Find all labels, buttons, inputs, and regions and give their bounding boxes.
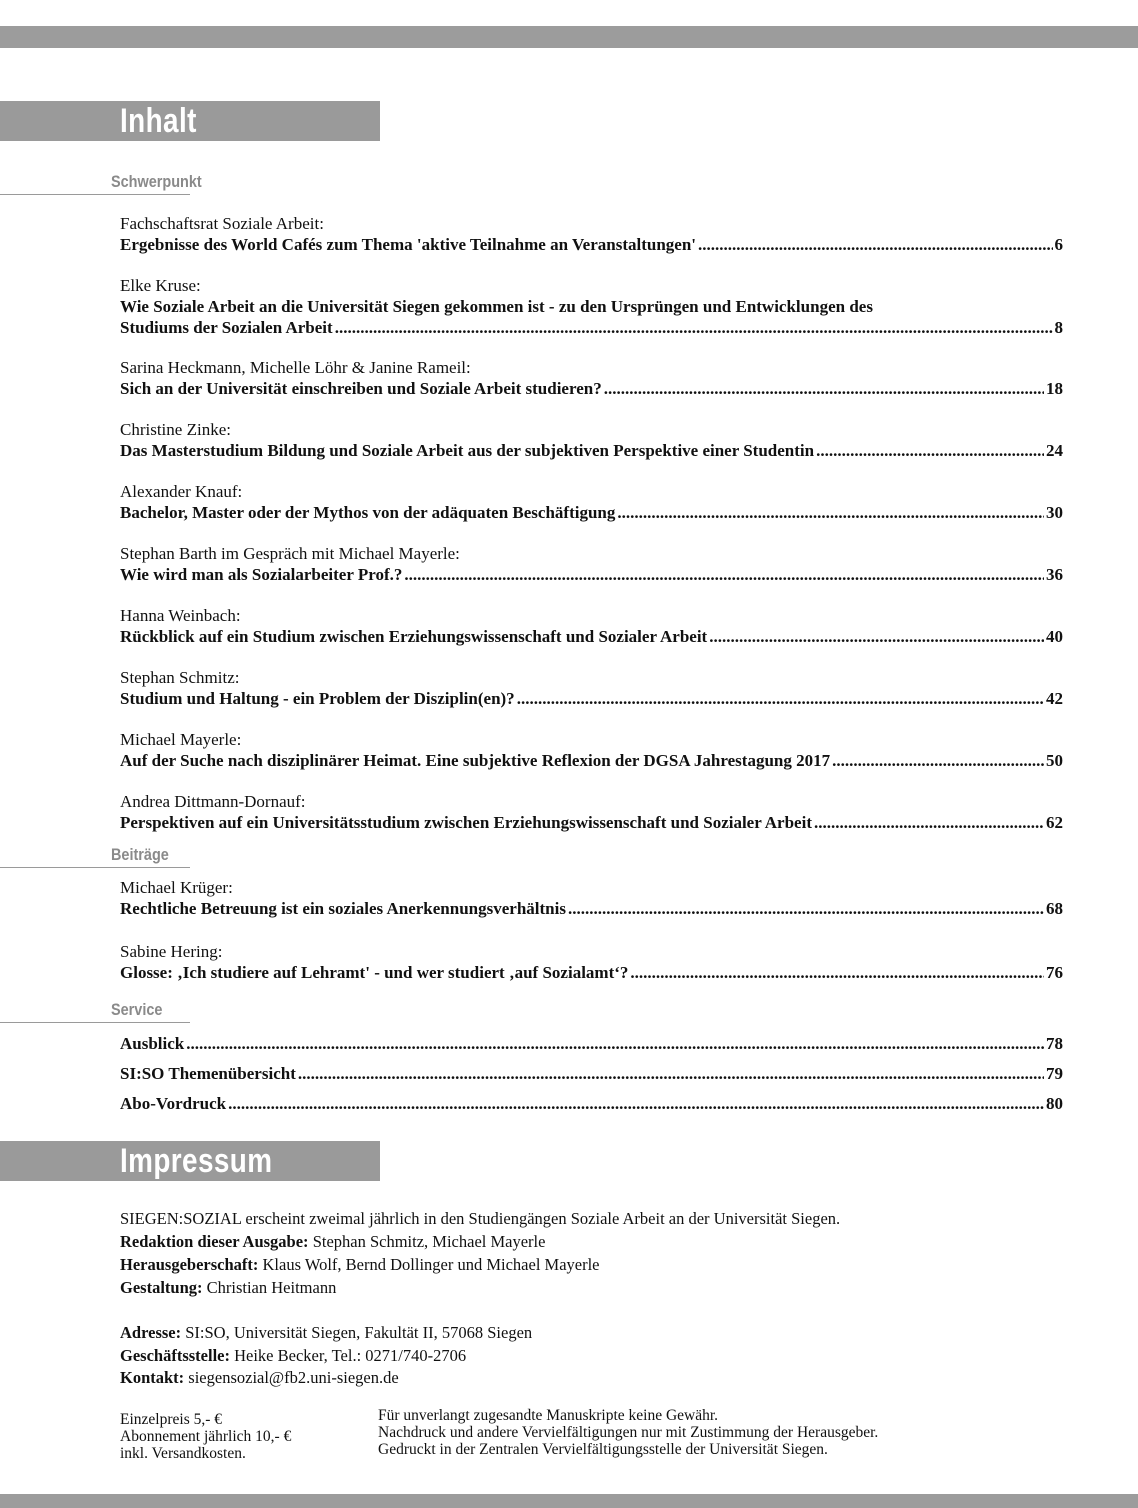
entry-page: 24	[1046, 441, 1063, 460]
legal-line: Nachdruck und andere Vervielfältigungen nur mit Zustimmung der Herausgeber.	[378, 1424, 879, 1441]
toc-entry[interactable]	[120, 667, 1063, 709]
toc-entry[interactable]	[120, 605, 1063, 647]
entry-page: 68	[1046, 899, 1063, 918]
entry-page: 18	[1046, 379, 1063, 398]
subhead-beitraege-label: Beiträge	[111, 845, 169, 864]
impressum-redaktion	[120, 1231, 545, 1253]
entry-title: Glosse: ‚Ich studiere auf Lehramt' - und wer studiert ‚auf Sozialamt‘?	[120, 963, 629, 982]
value: Stephan Schmitz, Michael Mayerle	[308, 1232, 546, 1251]
entry-page: 76	[1046, 963, 1063, 982]
label: Kontakt:	[120, 1368, 185, 1387]
leader-dots	[630, 962, 1044, 983]
leader-dots	[604, 378, 1044, 399]
entry-author: Christine Zinke:	[120, 420, 231, 439]
toc-entry[interactable]	[120, 1033, 1063, 1054]
entry-page: 78	[1046, 1034, 1063, 1053]
price-line: inkl. Versandkosten.	[120, 1445, 246, 1462]
leader-dots	[404, 564, 1044, 585]
toc-entry[interactable]	[120, 543, 1063, 585]
label: Herausgeberschaft:	[120, 1255, 259, 1274]
impressum-herausgeber	[120, 1254, 600, 1276]
subhead-beitraege	[0, 845, 190, 868]
entry-page: 6	[1054, 235, 1063, 254]
entry-page: 50	[1046, 751, 1063, 770]
subhead-schwerpunkt	[0, 172, 202, 195]
toc-entry[interactable]	[120, 791, 1063, 833]
label: Adresse:	[120, 1323, 182, 1342]
entry-title: Wie wird man als Sozialarbeiter Prof.?	[120, 565, 403, 584]
toc-entry[interactable]	[120, 213, 1063, 255]
entry-author: Sabine Hering:	[120, 942, 223, 961]
leader-dots	[517, 688, 1044, 709]
entry-author: Sarina Heckmann, Michelle Löhr & Janine Rameil:	[120, 358, 471, 377]
toc-entry[interactable]	[120, 941, 1063, 983]
legal-line: Gedruckt in der Zentralen Vervielfältigungsstelle der Universität Siegen.	[378, 1441, 828, 1458]
impressum-geschaeftsstelle	[120, 1345, 466, 1367]
subhead-service-label: Service	[111, 1000, 163, 1019]
toc-entry[interactable]	[120, 1093, 1063, 1114]
entry-author: Alexander Knauf:	[120, 482, 243, 501]
entry-page: 80	[1046, 1094, 1063, 1113]
leader-dots	[186, 1033, 1044, 1054]
leader-dots	[568, 898, 1044, 919]
price-line: Einzelpreis 5,- €	[120, 1411, 223, 1428]
entry-page: 36	[1046, 565, 1063, 584]
price-block	[120, 1411, 291, 1462]
entry-title: Rechtliche Betreuung ist ein soziales Anerkennungsverhältnis	[120, 899, 566, 918]
toc-entry[interactable]	[120, 275, 1063, 338]
entry-title: Auf der Suche nach disziplinärer Heimat. Eine subjektive Reflexion der DGSA Jahrestagung 2017	[120, 751, 831, 770]
toc-entry[interactable]	[120, 1063, 1063, 1084]
value: Klaus Wolf, Bernd Dollinger und Michael Mayerle	[258, 1255, 600, 1274]
entry-title: Das Masterstudium Bildung und Soziale Arbeit aus der subjektiven Perspektive einer Studentin	[120, 441, 815, 460]
impressum-intro: SIEGEN:SOZIAL erscheint zweimal jährlich in den Studiengängen Soziale Arbeit an der Universität Siegen.	[120, 1209, 841, 1228]
label: Gestaltung:	[120, 1278, 203, 1297]
value: Heike Becker, Tel.: 0271/740-2706	[229, 1346, 467, 1365]
value: SI:SO, Universität Siegen, Fakultät II, 57068 Siegen	[181, 1323, 533, 1342]
toc-entry[interactable]	[120, 729, 1063, 771]
impressum-band	[0, 1141, 380, 1181]
value: Christian Heitmann	[202, 1278, 337, 1297]
entry-title: Perspektiven auf ein Universitätsstudium zwischen Erziehungswissenschaft und Sozialer Arbeit	[120, 813, 812, 832]
entry-title: Ergebnisse des World Cafés zum Thema 'aktive Teilnahme an Veranstaltungen'	[120, 235, 697, 254]
leader-dots	[832, 750, 1044, 771]
leader-dots	[298, 1063, 1044, 1084]
bottom-decor-bar	[0, 1494, 1138, 1508]
entry-title: Abo-Vordruck	[120, 1094, 227, 1113]
legal-block	[378, 1407, 878, 1458]
entry-page: 8	[1054, 318, 1063, 337]
entry-author: Fachschaftsrat Soziale Arbeit:	[120, 214, 324, 233]
leader-dots	[617, 502, 1044, 523]
entry-author: Stephan Schmitz:	[120, 668, 240, 687]
price-line: Abonnement jährlich 10,- €	[120, 1428, 292, 1445]
entry-page: 79	[1046, 1064, 1063, 1083]
entry-title: Studium und Haltung - ein Problem der Disziplin(en)?	[120, 689, 515, 708]
entry-title: Ausblick	[120, 1034, 185, 1053]
entry-author: Andrea Dittmann-Dornauf:	[120, 792, 306, 811]
label: Redaktion dieser Ausgabe:	[120, 1232, 309, 1251]
top-decor-bar	[0, 26, 1138, 48]
entry-title: Sich an der Universität einschreiben und Soziale Arbeit studieren?	[120, 379, 602, 398]
entry-page: 42	[1046, 689, 1063, 708]
entry-title: Bachelor, Master oder der Mythos von der adäquaten Beschäftigung	[120, 503, 616, 522]
toc-entry[interactable]	[120, 357, 1063, 399]
entry-author: Michael Mayerle:	[120, 730, 242, 749]
entry-author: Elke Kruse:	[120, 276, 201, 295]
entry-title-line1: Wie Soziale Arbeit an die Universität Siegen gekommen ist - zu den Ursprüngen und Entwicklungen des	[120, 297, 873, 316]
toc-entry[interactable]	[120, 481, 1063, 523]
entry-title: Studiums der Sozialen Arbeit	[120, 318, 333, 337]
subhead-schwerpunkt-label: Schwerpunkt	[111, 172, 202, 191]
impressum-gestaltung	[120, 1277, 336, 1299]
entry-author: Michael Krüger:	[120, 878, 233, 897]
impressum-title: Impressum	[120, 1142, 273, 1180]
toc-entry[interactable]	[120, 877, 1063, 919]
entry-page: 30	[1046, 503, 1063, 522]
leader-dots	[228, 1093, 1044, 1114]
label: Geschäftsstelle:	[120, 1346, 230, 1365]
entry-author: Stephan Barth im Gespräch mit Michael Mayerle:	[120, 544, 460, 563]
leader-dots	[335, 317, 1053, 338]
entry-page: 62	[1046, 813, 1063, 832]
email-link[interactable]: siegensozial@fb2.uni-siegen.de	[184, 1368, 399, 1387]
entry-title: SI:SO Themenübersicht	[120, 1064, 296, 1083]
impressum-adresse	[120, 1322, 532, 1344]
entry-title: Rückblick auf ein Studium zwischen Erziehungswissenschaft und Sozialer Arbeit	[120, 627, 708, 646]
inhalt-title: Inhalt	[120, 102, 197, 140]
leader-dots	[698, 234, 1052, 255]
legal-line: Für unverlangt zugesandte Manuskripte keine Gewähr.	[378, 1407, 719, 1424]
subhead-service	[0, 1000, 190, 1023]
leader-dots	[816, 440, 1044, 461]
impressum-kontakt[interactable]	[120, 1367, 399, 1389]
leader-dots	[814, 812, 1044, 833]
inhalt-band	[0, 101, 380, 141]
entry-author: Hanna Weinbach:	[120, 606, 241, 625]
leader-dots	[709, 626, 1044, 647]
toc-entry[interactable]	[120, 419, 1063, 461]
entry-page: 40	[1046, 627, 1063, 646]
